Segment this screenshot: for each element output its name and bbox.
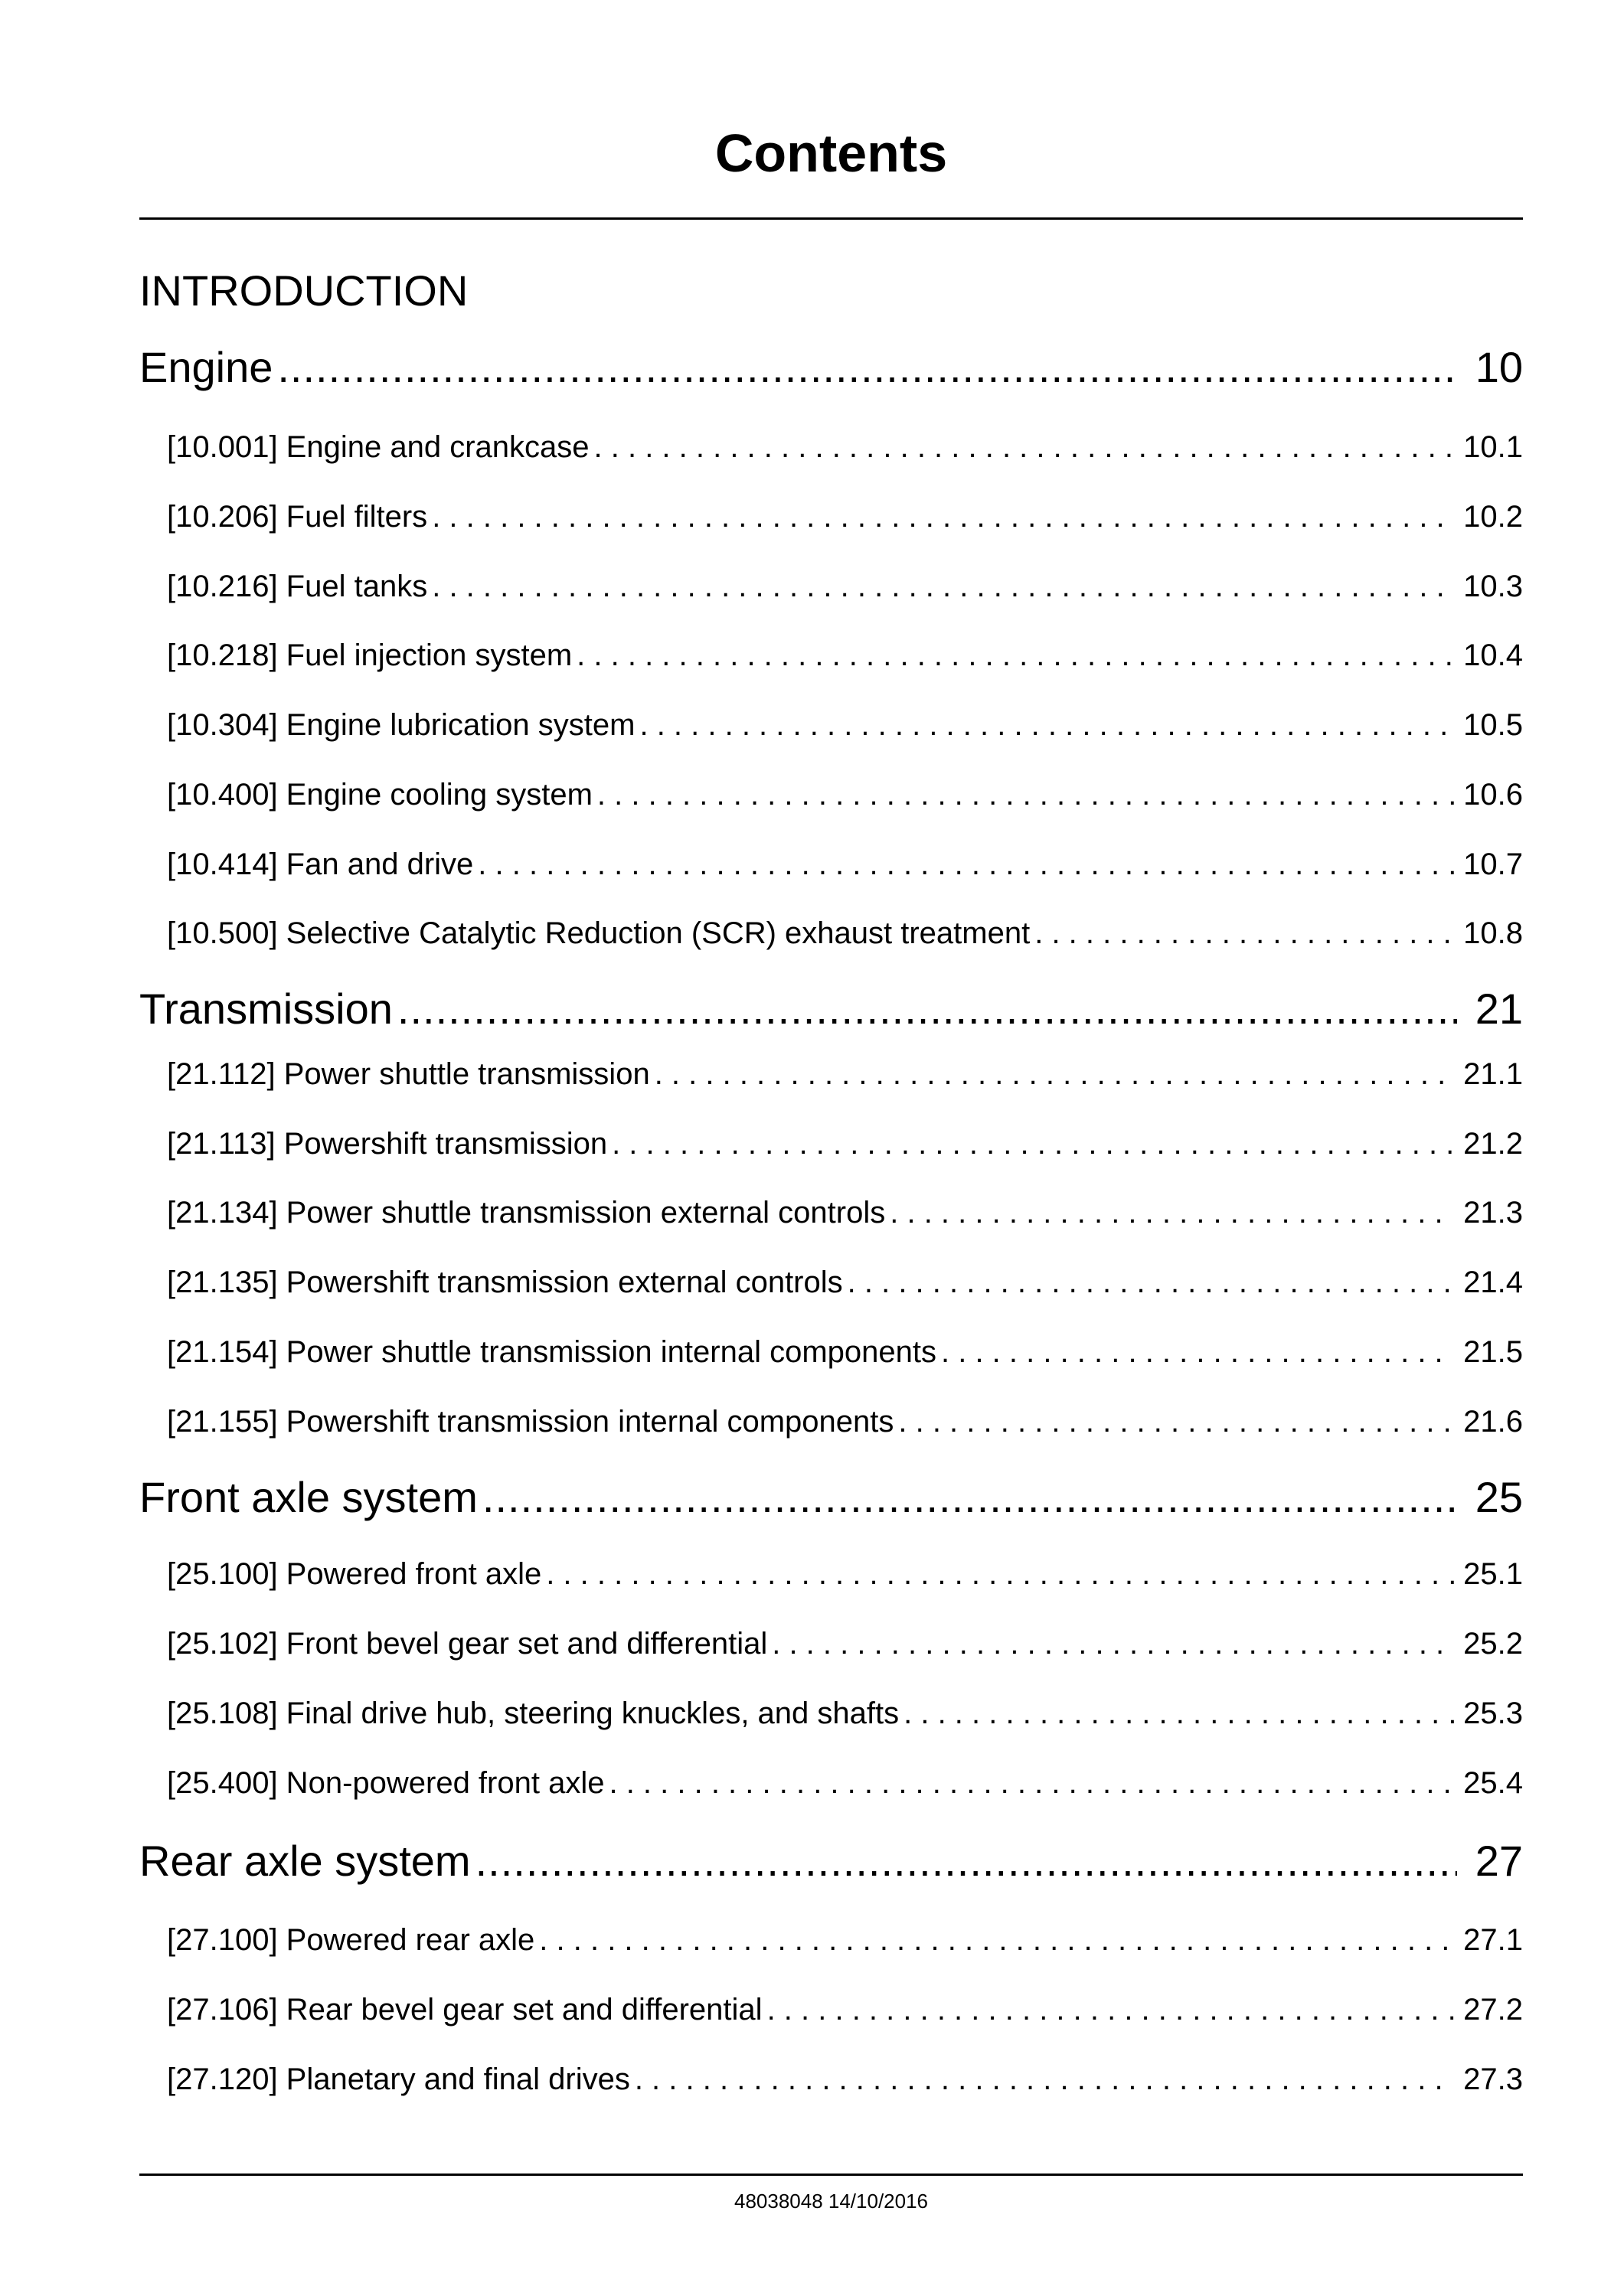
section-label: [21.113] Powershift transmission [167,1127,608,1161]
section-page: 27.2 [1463,1993,1523,2027]
chapter-title: Rear axle system [139,1837,471,1885]
section-label: [10.216] Fuel tanks [167,570,428,603]
chapter-title: Engine [139,343,273,391]
section-label: [10.400] Engine cooling system [167,778,593,812]
toc-section[interactable] [139,1628,1523,1659]
toc-chapter-engine[interactable] [139,343,1523,391]
section-label: [21.135] Powershift transmission external controls [167,1266,843,1299]
section-label: [25.400] Non-powered front axle [167,1766,605,1800]
section-label: [10.414] Fan and drive [167,848,474,881]
toc-section[interactable] [139,1059,1523,1089]
dot-leader [432,571,1454,602]
toc-section[interactable] [139,918,1523,949]
toc-section[interactable] [139,710,1523,740]
chapter-title: Front axle system [139,1473,478,1521]
toc-chapter-front-axle-system[interactable] [139,1473,1523,1521]
chapter-page: 10 [1475,343,1523,391]
section-page: 10.4 [1463,639,1523,672]
section-label: [21.112] Power shuttle transmission [167,1057,650,1091]
section-page: 21.1 [1463,1057,1523,1091]
section-page: 10.7 [1463,848,1523,881]
toc-section[interactable] [139,1559,1523,1589]
footer-divider [139,2174,1523,2176]
dot-leader [482,1476,1457,1519]
toc-introduction[interactable]: INTRODUCTION [139,266,469,315]
section-page: 21.2 [1463,1127,1523,1161]
toc-section[interactable] [139,1768,1523,1798]
section-page: 10.2 [1463,500,1523,534]
section-page: 10.1 [1463,430,1523,464]
section-label: [27.120] Planetary and final drives [167,2062,630,2096]
section-page: 21.6 [1463,1405,1523,1439]
toc-section[interactable] [139,1337,1523,1367]
dot-leader [848,1267,1454,1298]
toc-section[interactable] [139,1128,1523,1159]
toc-section[interactable] [139,1994,1523,2025]
dot-leader [612,1128,1454,1159]
dot-leader [594,432,1454,462]
section-page: 27.3 [1463,2062,1523,2096]
section-label: [10.500] Selective Catalytic Reduction (SCR) exhaust treatment [167,916,1031,950]
toc-section[interactable] [139,1698,1523,1729]
dot-leader [539,1925,1454,1955]
section-page: 10.3 [1463,570,1523,603]
section-page: 10.8 [1463,916,1523,950]
toc-section[interactable] [139,1406,1523,1437]
section-label: [10.218] Fuel injection system [167,639,573,672]
section-page: 25.3 [1463,1697,1523,1730]
chapter-page: 25 [1475,1473,1523,1521]
dot-leader [597,779,1454,810]
toc-section[interactable] [139,2064,1523,2095]
chapter-page: 27 [1475,1837,1523,1885]
dot-leader [475,1840,1457,1883]
toc-section[interactable] [139,640,1523,671]
toc-section[interactable] [139,1197,1523,1228]
section-page: 27.1 [1463,1923,1523,1957]
section-label: [21.155] Powershift transmission internal components [167,1405,894,1439]
dot-leader [898,1406,1454,1437]
toc-section[interactable] [139,849,1523,880]
dot-leader [903,1698,1454,1729]
toc-section[interactable] [139,779,1523,810]
dot-leader [635,2064,1454,2095]
section-label: [10.001] Engine and crankcase [167,430,590,464]
toc-chapter-transmission[interactable] [139,985,1523,1033]
section-label: [25.100] Powered front axle [167,1557,542,1591]
chapter-page: 21 [1475,985,1523,1033]
section-label: [10.206] Fuel filters [167,500,428,534]
dot-leader [478,849,1454,880]
section-page: 21.4 [1463,1266,1523,1299]
dot-leader [277,346,1457,389]
section-page: 25.1 [1463,1557,1523,1591]
toc-section[interactable] [139,1267,1523,1298]
section-label: [21.154] Power shuttle transmission internal components [167,1335,936,1369]
section-label: [27.100] Powered rear axle [167,1923,535,1957]
section-label: [10.304] Engine lubrication system [167,708,636,742]
toc-section[interactable] [139,432,1523,462]
toc-section[interactable] [139,1925,1523,1955]
section-page: 21.3 [1463,1196,1523,1230]
section-label: [21.134] Power shuttle transmission external controls [167,1196,886,1230]
dot-leader [577,640,1454,671]
section-label: [27.106] Rear bevel gear set and differential [167,1993,763,2027]
dot-leader [772,1628,1454,1659]
dot-leader [1034,918,1454,949]
section-page: 25.4 [1463,1766,1523,1800]
page-title: Contents [714,123,948,183]
dot-leader [432,501,1454,532]
section-page: 25.2 [1463,1627,1523,1661]
section-label: [25.108] Final drive hub, steering knuckles, and shafts [167,1697,900,1730]
dot-leader [639,710,1454,740]
dot-leader [767,1994,1454,2025]
dot-leader [655,1059,1454,1089]
dot-leader [397,988,1457,1030]
footer-document-id: 48038048 14/10/2016 [734,2190,929,2213]
dot-leader [546,1559,1454,1589]
title-divider [139,217,1523,220]
dot-leader [609,1768,1454,1798]
toc-chapter-rear-axle-system[interactable] [139,1837,1523,1885]
toc-section[interactable] [139,501,1523,532]
dot-leader [941,1337,1454,1367]
section-label: [25.102] Front bevel gear set and differential [167,1627,768,1661]
toc-section[interactable] [139,571,1523,602]
section-page: 21.5 [1463,1335,1523,1369]
chapter-title: Transmission [139,985,393,1033]
dot-leader [890,1197,1454,1228]
section-page: 10.6 [1463,778,1523,812]
section-page: 10.5 [1463,708,1523,742]
